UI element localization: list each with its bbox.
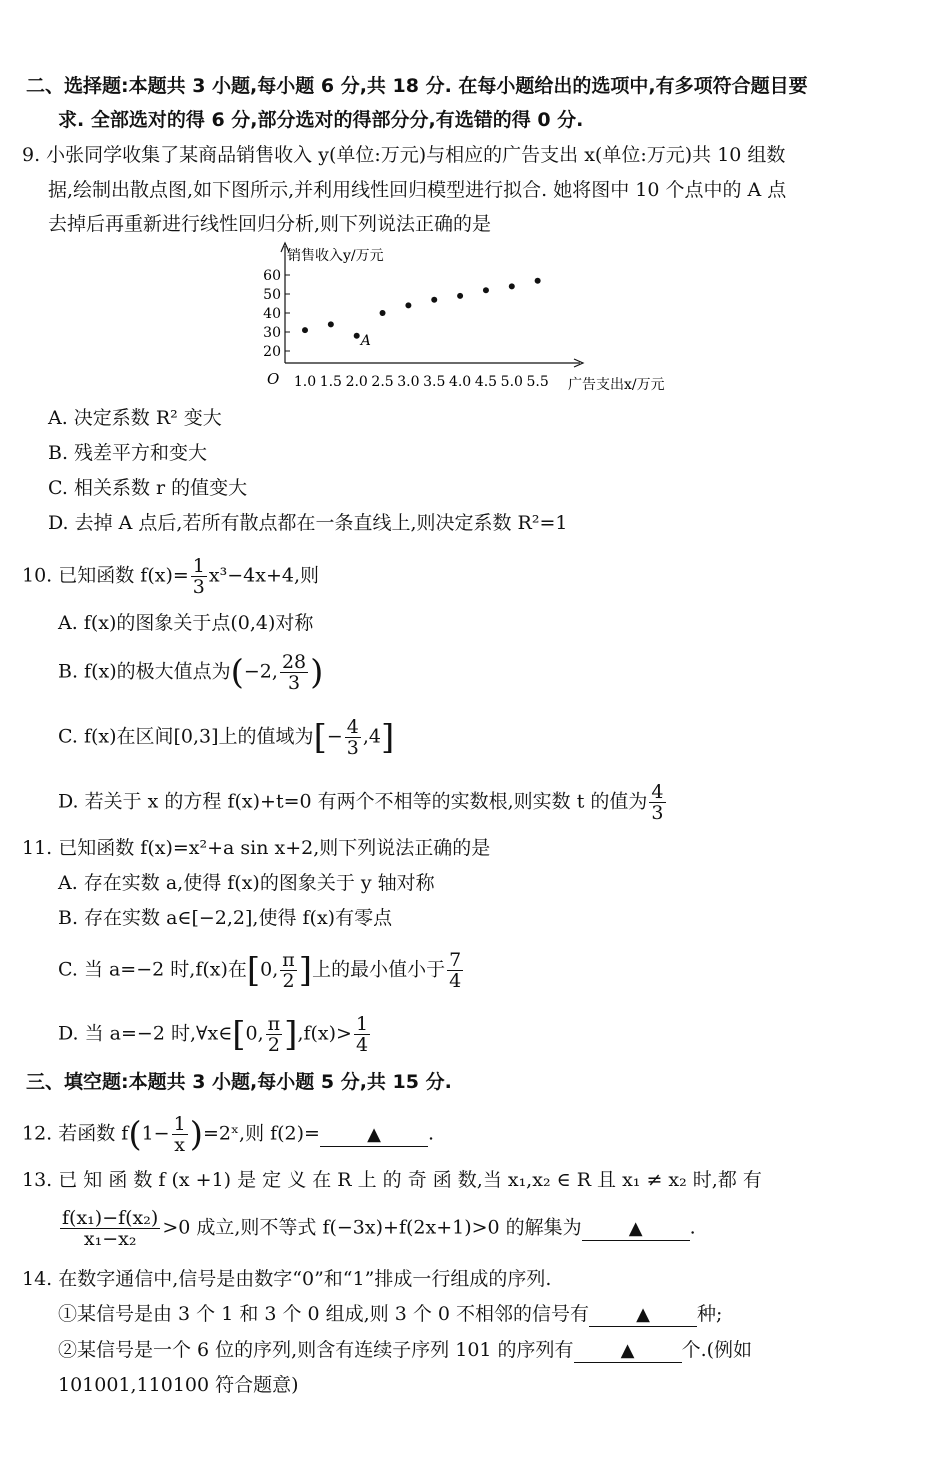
y-tick-label: 40 xyxy=(263,306,281,322)
data-point xyxy=(431,297,437,303)
data-point xyxy=(354,333,360,339)
x-axis-label: 广告支出x/万元 xyxy=(568,377,665,393)
x-tick-label: 3.0 xyxy=(397,374,420,390)
q14-part1: ①某信号是由 3 个 1 和 3 个 0 组成,则 3 个 0 不相邻的信号有 ▲ 种; xyxy=(58,1303,723,1325)
point-label-a: A xyxy=(360,332,371,349)
fraction-1-4: $\frac{1}{4}$ xyxy=(355,1013,369,1056)
data-point xyxy=(380,310,386,316)
q9-option-a: A. 决定系数 R² 变大 xyxy=(48,407,222,429)
data-point xyxy=(509,283,515,289)
chart-axes xyxy=(267,243,665,393)
scatter-chart xyxy=(250,238,700,398)
q9-stem-line2: 据,绘制出散点图,如下图所示,并利用线性回归模型进行拟合. 她将图中 10 个点中的 A 点 xyxy=(48,179,787,201)
x-tick-label: 4.0 xyxy=(448,374,472,390)
q9-option-c: C. 相关系数 r 的值变大 xyxy=(48,477,248,499)
fraction-4-3: $\frac{4}{3}$ xyxy=(651,781,664,824)
q14-part1-answer-blank[interactable] xyxy=(589,1303,697,1327)
q9-stem-line3: 去掉后再重新进行线性回归分析,则下列说法正确的是 xyxy=(48,213,492,235)
fraction-7-4: $\frac{7}{4}$ xyxy=(449,949,462,992)
fraction-1-3: $\frac{1}{3}$ xyxy=(192,555,205,598)
y-tick-label: 60 xyxy=(263,268,281,284)
x-tick-label: 2.0 xyxy=(345,374,368,390)
q14-part2: ②某信号是一个 6 位的序列,则含有连续子序列 101 的序列有 ▲ 个.(例如 xyxy=(58,1339,753,1361)
chart-points xyxy=(302,278,541,349)
x-tick-label: 2.5 xyxy=(371,374,394,390)
q11-option-d: D. 当 a=−2 时,∀x∈[0, $\frac{\pi}{2}$ ],f(x)> $\frac{1}{4}$ xyxy=(58,1013,369,1056)
y-axis-label: 销售收入y/万元 xyxy=(287,248,384,264)
data-point xyxy=(302,327,308,333)
fraction-pi-2: $\frac{\pi}{2}$ xyxy=(267,1013,281,1056)
y-tick-label: 30 xyxy=(263,325,281,341)
q10-stem-pre: 10. 已知函数 f(x)= xyxy=(22,564,189,587)
q9-stem-line1: 9. 小张同学收集了某商品销售收入 y(单位:万元)与相应的广告支出 x(单位:万元)共 10 组数 xyxy=(22,144,786,166)
q13-answer-blank[interactable] xyxy=(582,1217,690,1241)
q10-option-c: C. f(x)在区间[0,3]上的值域为[− $\frac{4}{3}$ ,4] xyxy=(58,716,395,759)
fraction-pi-2: $\frac{\pi}{2}$ xyxy=(282,949,295,992)
q14-stem: 14. 在数字通信中,信号是由数字“0”和“1”排成一行组成的序列. xyxy=(22,1268,552,1290)
q10-option-b: B. f(x)的极大值点为(−2, $\frac{28}{3}$ ) xyxy=(58,651,324,694)
fraction-difference-quotient: $\frac{\text{f(x₁)−f(x₂)}}{\text{x₁−x₂}}$ xyxy=(62,1207,159,1250)
q9-option-b: B. 残差平方和变大 xyxy=(48,442,208,464)
triangle-icon: ▲ xyxy=(636,1304,650,1325)
q12-answer-blank[interactable] xyxy=(320,1123,428,1147)
fraction-28-3: $\frac{28}{3}$ xyxy=(281,651,307,694)
fraction-4-3: $\frac{4}{3}$ xyxy=(346,716,359,759)
x-tick-label: 5.0 xyxy=(500,374,523,390)
data-point xyxy=(405,302,411,308)
fraction-1-x: $\frac{1}{x}$ xyxy=(173,1113,186,1156)
data-point xyxy=(457,293,463,299)
q14-example: 101001,110100 符合题意) xyxy=(58,1374,299,1396)
q11-option-a: A. 存在实数 a,使得 f(x)的图象关于 y 轴对称 xyxy=(58,872,435,894)
data-point xyxy=(328,321,334,327)
q12-stem: 12. 若函数 f(1− $\frac{1}{x}$ )=2ˣ,则 f(2)= ▲ . xyxy=(22,1113,435,1156)
section2-heading-line2: 求. 全部选对的得 6 分,部分选对的得部分分,有选错的得 0 分. xyxy=(58,109,584,131)
q10-option-a: A. f(x)的图象关于点(0,4)对称 xyxy=(58,612,314,634)
x-tick-label: 1.0 xyxy=(293,374,317,390)
triangle-icon: ▲ xyxy=(367,1123,381,1145)
q10-option-d: D. 若关于 x 的方程 f(x)+t=0 有两个不相等的实数根,则实数 t 的值为 $\frac{4}{3}$ xyxy=(58,781,664,824)
x-tick-label: 1.5 xyxy=(319,374,342,390)
x-tick-label: 3.5 xyxy=(423,374,446,390)
x-tick-label: 4.5 xyxy=(474,374,498,390)
q10-stem-post: x³−4x+4,则 xyxy=(208,564,319,587)
origin-label: O xyxy=(267,370,280,388)
section2-heading-line1: 二、选择题:本题共 3 小题,每小题 6 分,共 18 分. 在每小题给出的选项中,有多项符合题目要 xyxy=(26,75,808,97)
q9-option-d: D. 去掉 A 点后,若所有散点都在一条直线上,则决定系数 R²=1 xyxy=(48,512,568,534)
triangle-icon: ▲ xyxy=(628,1217,643,1239)
data-point xyxy=(483,287,489,293)
q11-stem: 11. 已知函数 f(x)=x²+a sin x+2,则下列说法正确的是 xyxy=(22,837,491,859)
q11-option-c: C. 当 a=−2 时,f(x)在[0, $\frac{\pi}{2}$ ]上的最小值小于 $\frac{7}{4}$ xyxy=(58,949,462,992)
triangle-icon: ▲ xyxy=(620,1340,635,1361)
q10-stem xyxy=(22,556,319,597)
section3-heading: 三、填空题:本题共 3 小题,每小题 5 分,共 15 分. xyxy=(26,1071,452,1093)
q11-option-b: B. 存在实数 a∈[−2,2],使得 f(x)有零点 xyxy=(58,907,393,929)
data-point xyxy=(535,278,541,284)
y-tick-label: 50 xyxy=(263,287,281,303)
x-tick-label: 5.5 xyxy=(526,374,549,390)
q14-part2-answer-blank[interactable] xyxy=(574,1339,682,1363)
y-tick-label: 20 xyxy=(263,344,281,360)
q13-stem-line1: 13. 已 知 函 数 f (x +1) 是 定 义 在 R 上 的 奇 函 数,当 x₁,x₂ ∈ R 且 x₁ ≠ x₂ 时,都 有 xyxy=(22,1169,762,1191)
q13-stem-line2: $\frac{\text{f(x₁)−f(x₂)}}{\text{x₁−x₂}}$ >0 成立,则不等式 f(−3x)+f(2x+1)>0 的解集为 ▲ . xyxy=(62,1207,696,1250)
